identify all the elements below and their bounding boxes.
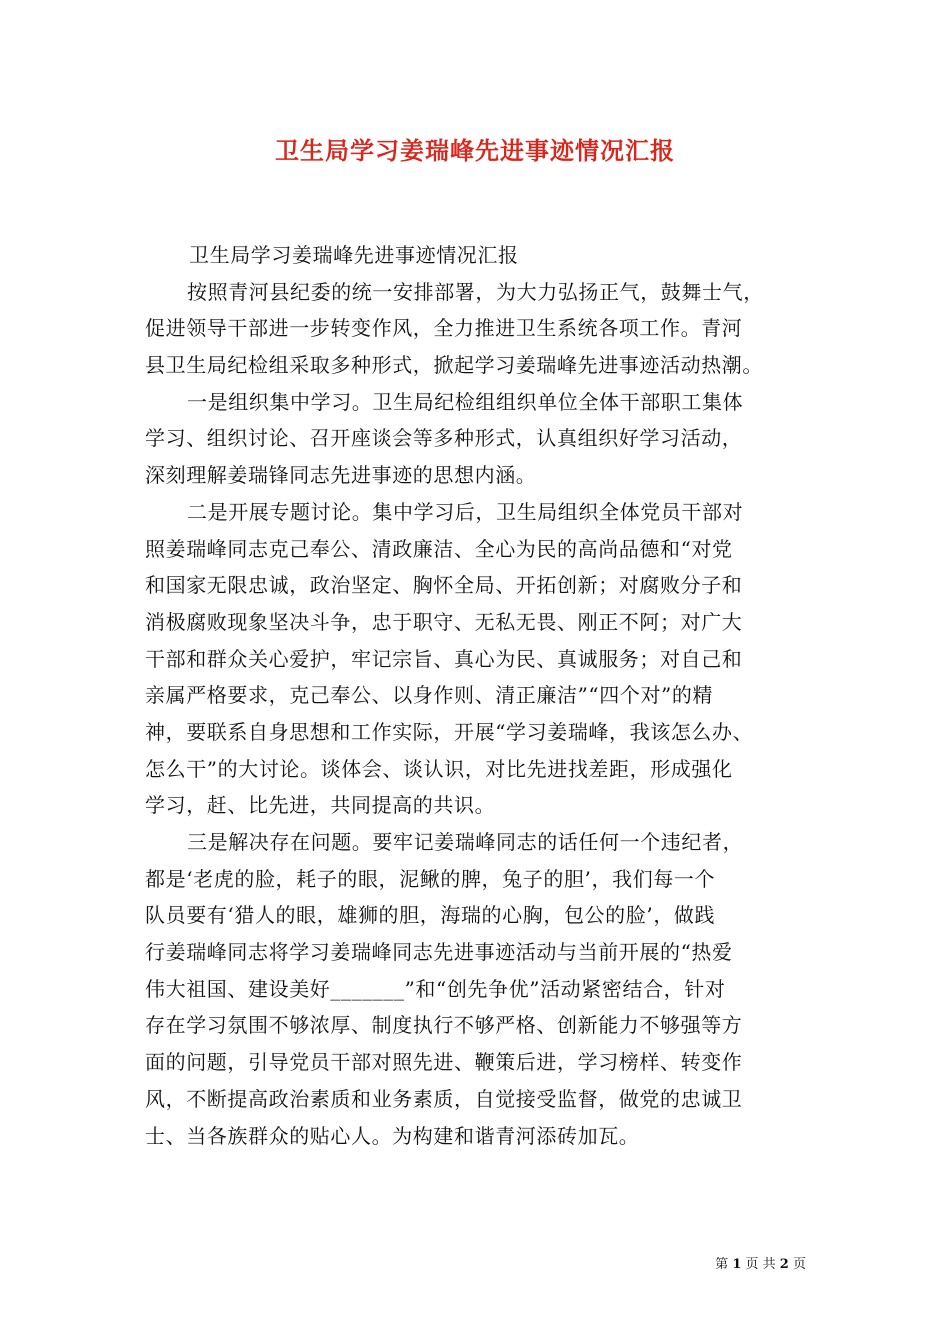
text-line: 二是开展专题讨论。集中学习后，卫生局组织全体党员干部对 bbox=[187, 499, 744, 524]
page-title: 卫生局学习姜瑞峰先进事迹情况汇报 bbox=[275, 136, 675, 165]
document-body bbox=[145, 237, 813, 1154]
footer-suffix: 页 bbox=[792, 1257, 806, 1272]
text-line: 一是组织集中学习。卫生局纪检组组织单位全体干部职工集体 bbox=[187, 389, 744, 414]
text-line: 学习，赶、比先进，共同提高的共识。 bbox=[145, 793, 496, 818]
body-heading-line: 卫生局学习姜瑞峰先进事迹情况汇报 bbox=[189, 243, 519, 267]
text-line: 深刻理解姜瑞锋同志先进事迹的思想内涵。 bbox=[145, 463, 537, 488]
text-line: 行姜瑞峰同志将学习姜瑞峰同志先进事迹活动与当前开展的“热爱 bbox=[145, 940, 733, 965]
text-line: 都是‘老虎的脸，耗子的眼，泥鳅的脾，兔子的胆’，我们每一个 bbox=[145, 866, 716, 891]
text-line: 按照青河县纪委的统一安排部署，为大力弘扬正气，鼓舞士气， bbox=[187, 279, 764, 304]
text-line: 消极腐败现象坚决斗争，忠于职守、无私无畏、刚正不阿；对广大 bbox=[145, 609, 743, 634]
footer-prefix: 第 bbox=[715, 1257, 729, 1272]
text-line: 和国家无限忠诚，政治坚定、胸怀全局、开拓创新；对腐败分子和 bbox=[145, 573, 743, 598]
text-line: 神，要联系自身思想和工作实际，开展“学习姜瑞峰，我该怎么办、 bbox=[145, 719, 754, 744]
footer-total-pages: 2 bbox=[779, 1257, 789, 1272]
text-line: 三是解决存在问题。要牢记姜瑞峰同志的话任何一个违纪者， bbox=[187, 830, 744, 854]
text-line: 风，不断提高政治素质和业务素质，自觉接受监督，做党的忠诚卫 bbox=[145, 1086, 743, 1111]
text-line: 促进领导干部进一步转变作风，全力推进卫生系统各项工作。青河 bbox=[145, 316, 743, 341]
text-line: 照姜瑞峰同志克己奉公、清政廉洁、全心为民的高尚品德和“对党 bbox=[145, 536, 733, 561]
text-line: 学习、组织讨论、召开座谈会等多种形式，认真组织好学习活动， bbox=[145, 426, 743, 451]
text-line: 士、当各族群众的贴心人。为构建和谐青河添砖加瓦。 bbox=[145, 1123, 640, 1148]
footer-current-page: 1 bbox=[732, 1257, 742, 1272]
text-line: 县卫生局纪检组采取多种形式，掀起学习姜瑞峰先进事迹活动热潮。 bbox=[145, 353, 763, 378]
text-line: 伟大祖国、建设美好_______”和“创先争优”活动紧密结合，针对 bbox=[145, 976, 726, 1001]
footer-middle: 页 共 bbox=[745, 1257, 776, 1272]
text-line: 队员要有‘猎人的眼，雄狮的胆，海瑞的心胸，包公的脸’，做践 bbox=[145, 903, 716, 928]
text-line: 亲属严格要求，克己奉公、以身作则、清正廉洁”“四个对”的精 bbox=[145, 683, 714, 708]
text-line: 干部和群众关心爱护，牢记宗旨、真心为民、真诚服务；对自己和 bbox=[145, 646, 743, 671]
text-line: 面的问题，引导党员干部对照先进、鞭策后进，学习榜样、转变作 bbox=[145, 1050, 743, 1075]
page-footer bbox=[715, 1253, 806, 1272]
text-line: 怎么干”的大讨论。谈体会、谈认识，对比先进找差距，形成强化 bbox=[145, 756, 733, 781]
text-line: 存在学习氛围不够浓厚、制度执行不够严格、创新能力不够强等方 bbox=[145, 1013, 743, 1038]
